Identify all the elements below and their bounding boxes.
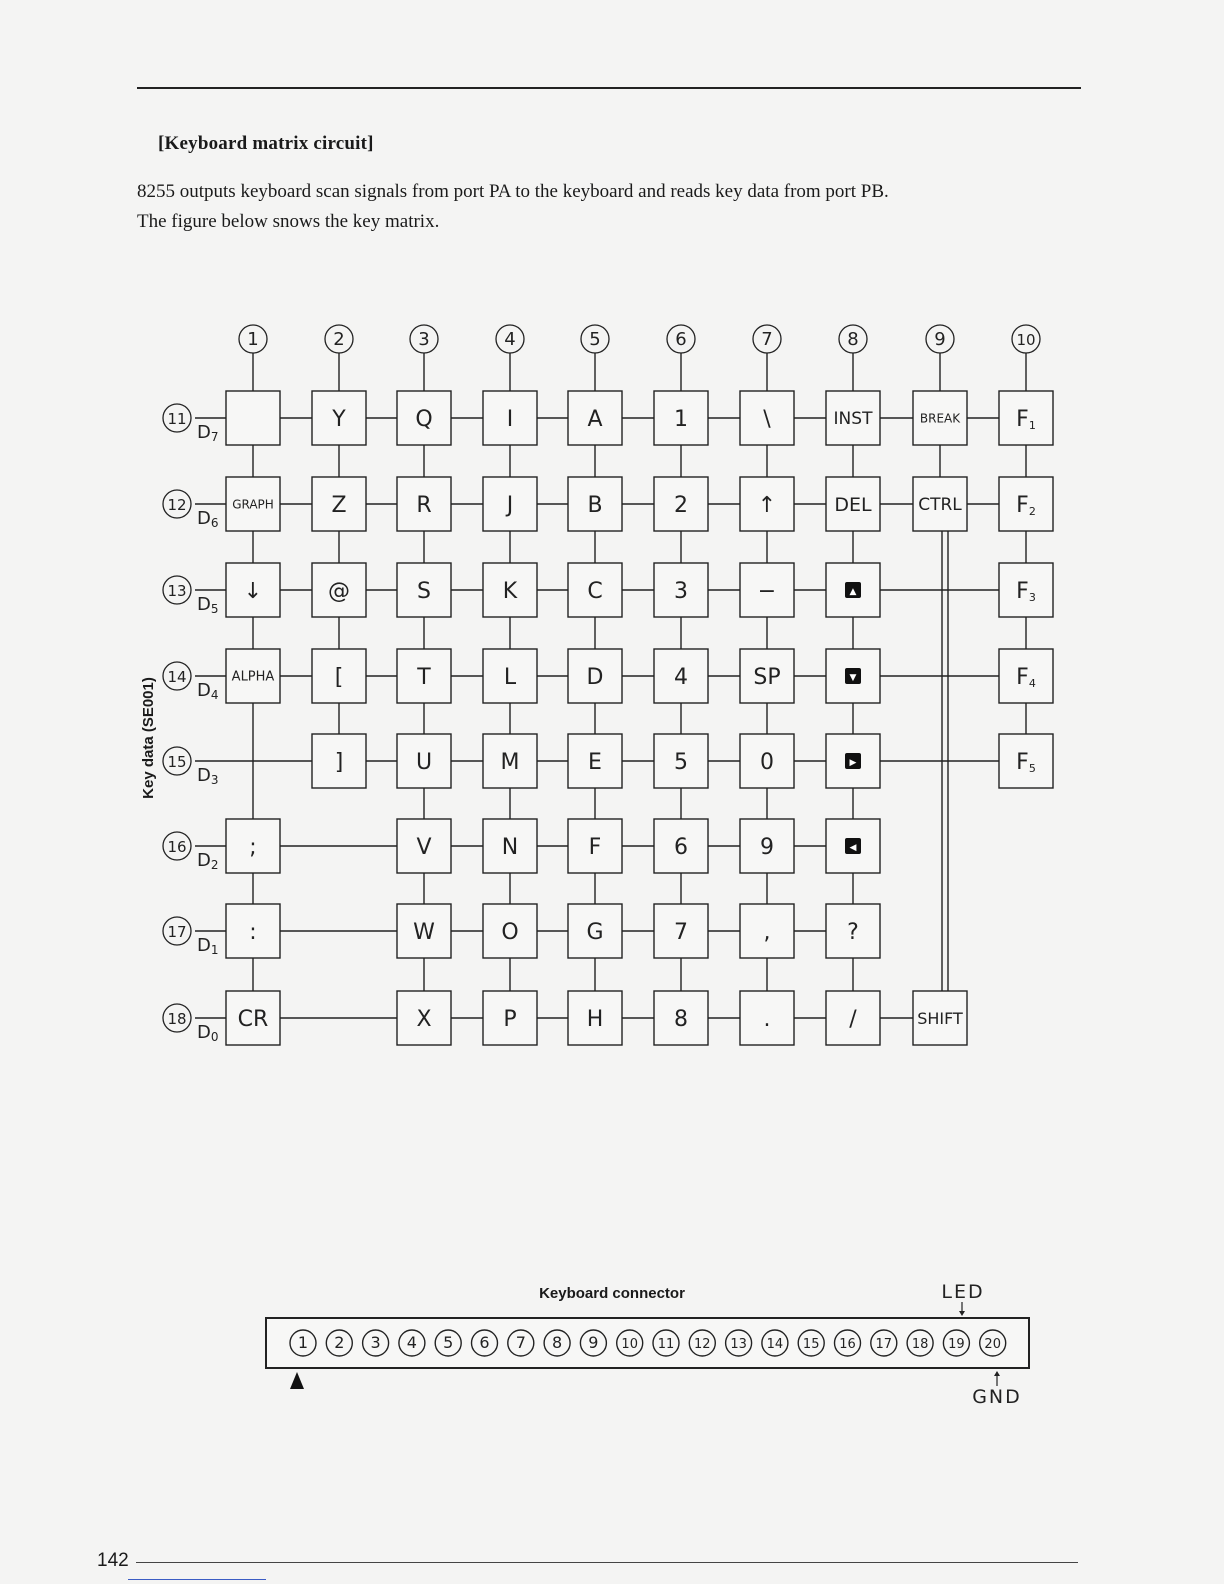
svg-text:◀: ◀ <box>849 843 857 853</box>
key-3-4 <box>483 563 537 617</box>
key-label: ? <box>847 919 859 945</box>
key-label: G <box>586 919 604 945</box>
key-1-3 <box>397 391 451 445</box>
key-1-8 <box>826 391 880 445</box>
svg-text:5: 5 <box>443 1333 454 1352</box>
key-label: ↓ <box>243 578 263 604</box>
key-label: T <box>417 664 431 690</box>
data-line-label: D2 <box>197 850 219 872</box>
key-3-7 <box>740 563 794 617</box>
svg-text:19: 19 <box>948 1337 965 1352</box>
key-7-1 <box>226 904 280 958</box>
key-7-7 <box>740 904 794 958</box>
key-label: INST <box>833 409 873 430</box>
svg-text:3: 3 <box>370 1333 381 1352</box>
key-label: BREAK <box>919 411 961 426</box>
key-label: GRAPH <box>232 497 274 512</box>
page-number: 142 <box>97 1550 129 1571</box>
key-label: B <box>587 492 603 518</box>
key-label: 4 <box>674 664 688 690</box>
key-label: I <box>506 406 514 432</box>
svg-text:14: 14 <box>167 668 187 686</box>
key-4-4 <box>483 649 537 703</box>
svg-text:4: 4 <box>504 329 516 350</box>
key-8-3 <box>397 991 451 1045</box>
key-label: 0 <box>760 749 774 775</box>
key-label: 2 <box>674 492 688 518</box>
key-label: 8 <box>674 1006 688 1032</box>
key-2-2 <box>312 477 366 531</box>
key-3-3 <box>397 563 451 617</box>
svg-text:13: 13 <box>730 1337 747 1352</box>
svg-text:17: 17 <box>875 1337 893 1352</box>
svg-text:10: 10 <box>1016 331 1036 349</box>
key-label: F4 <box>1016 664 1036 690</box>
key-label: ↑ <box>757 492 777 518</box>
key-label: S <box>417 578 431 604</box>
key-label: ALPHA <box>231 669 275 685</box>
key-8-1 <box>226 991 280 1045</box>
svg-text:8: 8 <box>847 329 859 350</box>
svg-text:▶: ▶ <box>849 758 857 768</box>
row-number-17 <box>163 917 191 945</box>
svg-text:15: 15 <box>167 753 187 771</box>
column-number-4 <box>496 325 524 361</box>
key-label: 3 <box>674 578 688 604</box>
key-data-axis-label: Key data (SE001) <box>140 677 157 799</box>
key-label: A <box>587 406 603 432</box>
key-4-10 <box>999 649 1053 703</box>
data-line-label: D5 <box>197 594 219 616</box>
svg-text:14: 14 <box>766 1337 784 1352</box>
key-5-7 <box>740 734 794 788</box>
key-1-5 <box>568 391 622 445</box>
key-label: L <box>503 664 517 690</box>
data-line-label: D4 <box>197 680 219 702</box>
svg-text:2: 2 <box>334 1333 345 1352</box>
key-3-10 <box>999 563 1053 617</box>
key-label: CR <box>237 1006 269 1032</box>
row-number-16 <box>163 832 191 860</box>
row-number-12 <box>163 490 191 518</box>
key-label: 7 <box>674 919 688 945</box>
key-2-7 <box>740 477 794 531</box>
key-7-3 <box>397 904 451 958</box>
column-number-1 <box>239 325 267 361</box>
key-2-4 <box>483 477 537 531</box>
row-number-15 <box>163 747 191 775</box>
key-label: SP <box>753 664 781 690</box>
footer-rule <box>136 1562 1078 1563</box>
key-label: E <box>588 749 602 775</box>
key-7-6 <box>654 904 708 958</box>
section-heading: [Keyboard matrix circuit] <box>158 133 374 154</box>
key-2-3 <box>397 477 451 531</box>
key-4-8 <box>826 649 880 703</box>
key-6-5 <box>568 819 622 873</box>
intro-line-1: 8255 outputs keyboard scan signals from port PA to the keyboard and reads key data from port PB. <box>137 181 889 202</box>
led-arrow-icon <box>959 1311 965 1316</box>
svg-text:10: 10 <box>621 1337 638 1352</box>
key-label: F2 <box>1016 492 1036 518</box>
svg-text:9: 9 <box>588 1333 599 1352</box>
key-5-8 <box>826 734 880 788</box>
key-3-5 <box>568 563 622 617</box>
svg-text:7: 7 <box>515 1333 526 1352</box>
key-2-6 <box>654 477 708 531</box>
svg-text:▼: ▼ <box>849 673 857 683</box>
key-8-8 <box>826 991 880 1045</box>
key-4-6 <box>654 649 708 703</box>
key-6-8 <box>826 819 880 873</box>
key-label: F1 <box>1016 406 1036 432</box>
key-label: @ <box>328 578 350 604</box>
key-label: K <box>502 578 518 604</box>
key-5-5 <box>568 734 622 788</box>
svg-text:▲: ▲ <box>849 587 857 597</box>
svg-text:6: 6 <box>675 329 687 350</box>
column-number-7 <box>753 325 781 361</box>
key-3-2 <box>312 563 366 617</box>
key-label: ; <box>249 834 257 860</box>
data-line-label: D0 <box>197 1022 219 1044</box>
key-1-4 <box>483 391 537 445</box>
key-1-2 <box>312 391 366 445</box>
key-label: : <box>249 919 257 945</box>
key-6-1 <box>226 819 280 873</box>
svg-text:5: 5 <box>589 329 601 350</box>
column-number-10 <box>1012 325 1040 361</box>
key-label: − <box>757 578 777 604</box>
data-line-label: D3 <box>197 765 219 787</box>
key-5-6 <box>654 734 708 788</box>
column-number-6 <box>667 325 695 361</box>
key-label: W <box>413 919 435 945</box>
svg-text:8: 8 <box>552 1333 563 1352</box>
key-2-10 <box>999 477 1053 531</box>
key-label: [ <box>334 664 344 690</box>
key-label: Q <box>415 406 433 432</box>
key-5-4 <box>483 734 537 788</box>
svg-text:12: 12 <box>167 496 187 514</box>
svg-text:1: 1 <box>297 1333 309 1352</box>
key-label: U <box>415 749 433 775</box>
key-8-7 <box>740 991 794 1045</box>
key-label: P <box>503 1006 517 1032</box>
pin-1-marker-icon <box>290 1372 304 1389</box>
svg-text:17: 17 <box>167 923 187 941</box>
row-number-18 <box>163 1004 191 1032</box>
key-label: CTRL <box>918 495 962 516</box>
svg-text:11: 11 <box>167 410 187 428</box>
svg-text:4: 4 <box>406 1333 417 1352</box>
key-4-3 <box>397 649 451 703</box>
svg-text:11: 11 <box>657 1337 675 1352</box>
svg-text:3: 3 <box>418 329 430 350</box>
key-6-6 <box>654 819 708 873</box>
svg-text:6: 6 <box>479 1333 490 1352</box>
key-label: . <box>763 1006 771 1032</box>
key-2-5 <box>568 477 622 531</box>
key-1-1 <box>226 391 280 445</box>
key-8-5 <box>568 991 622 1045</box>
key-label: 1 <box>674 406 688 432</box>
row-number-11 <box>163 404 191 432</box>
key-label: ] <box>334 749 344 775</box>
svg-text:16: 16 <box>839 1337 856 1352</box>
gnd-arrow-icon <box>994 1371 1000 1376</box>
key-8-4 <box>483 991 537 1045</box>
key-label: 6 <box>674 834 688 860</box>
svg-text:2: 2 <box>333 329 345 350</box>
key-1-10 <box>999 391 1053 445</box>
svg-text:13: 13 <box>167 582 187 600</box>
key-label: C <box>587 578 603 604</box>
data-line-label: D6 <box>197 508 219 530</box>
svg-text:18: 18 <box>167 1010 187 1028</box>
row-number-13 <box>163 576 191 604</box>
key-6-3 <box>397 819 451 873</box>
footer-link-underline <box>128 1579 266 1580</box>
key-4-2 <box>312 649 366 703</box>
key-7-4 <box>483 904 537 958</box>
key-label: F <box>588 834 602 860</box>
key-label: X <box>416 1006 432 1032</box>
intro-line-2: The figure below snows the key matrix. <box>137 211 440 232</box>
key-4-7 <box>740 649 794 703</box>
key-label: / <box>849 1006 857 1032</box>
key-label: 5 <box>674 749 688 775</box>
svg-text:20: 20 <box>984 1337 1001 1352</box>
key-8-6 <box>654 991 708 1045</box>
key-1-7 <box>740 391 794 445</box>
svg-text:15: 15 <box>802 1337 820 1352</box>
key-5-10 <box>999 734 1053 788</box>
key-1-6 <box>654 391 708 445</box>
data-line-label: D1 <box>197 935 219 957</box>
svg-text:7: 7 <box>761 329 773 350</box>
key-5-3 <box>397 734 451 788</box>
key-label: SHIFT <box>917 1008 963 1028</box>
key-1-9 <box>913 391 967 445</box>
key-label: D <box>586 664 604 690</box>
key-2-9 <box>913 477 967 531</box>
key-4-1 <box>226 649 280 703</box>
key-6-7 <box>740 819 794 873</box>
row-number-14 <box>163 662 191 690</box>
column-number-3 <box>410 325 438 361</box>
key-label: M <box>500 749 520 775</box>
key-label: N <box>501 834 519 860</box>
key-3-8 <box>826 563 880 617</box>
key-label: Z <box>331 492 347 518</box>
key-label: V <box>416 834 432 860</box>
key-7-5 <box>568 904 622 958</box>
key-label: \ <box>763 406 771 432</box>
key-label: F3 <box>1016 578 1036 604</box>
key-label: R <box>416 492 432 518</box>
key-8-9 <box>913 991 967 1045</box>
key-label: H <box>586 1006 604 1032</box>
column-number-9 <box>926 325 954 361</box>
key-2-1 <box>226 477 280 531</box>
column-number-8 <box>839 325 867 361</box>
key-label: DEL <box>834 493 872 516</box>
svg-text:1: 1 <box>247 329 259 350</box>
key-label: 9 <box>760 834 774 860</box>
key-3-1 <box>226 563 280 617</box>
svg-text:12: 12 <box>694 1337 711 1352</box>
key-6-4 <box>483 819 537 873</box>
key-4-5 <box>568 649 622 703</box>
key-7-8 <box>826 904 880 958</box>
column-number-5 <box>581 325 609 361</box>
column-number-2 <box>325 325 353 361</box>
key-label: J <box>506 492 514 518</box>
key-label: Y <box>332 406 346 432</box>
key-3-6 <box>654 563 708 617</box>
key-2-8 <box>826 477 880 531</box>
key-label: O <box>501 919 519 945</box>
gnd-label: GND <box>972 1386 1022 1408</box>
connector-title: Keyboard connector <box>539 1285 685 1302</box>
svg-text:9: 9 <box>934 329 946 350</box>
svg-text:16: 16 <box>167 838 187 856</box>
svg-text:18: 18 <box>911 1337 929 1352</box>
key-label: , <box>763 919 771 945</box>
key-5-2 <box>312 734 366 788</box>
led-label: LED <box>941 1281 985 1303</box>
data-line-label: D7 <box>197 422 219 444</box>
key-label: F5 <box>1016 749 1036 775</box>
